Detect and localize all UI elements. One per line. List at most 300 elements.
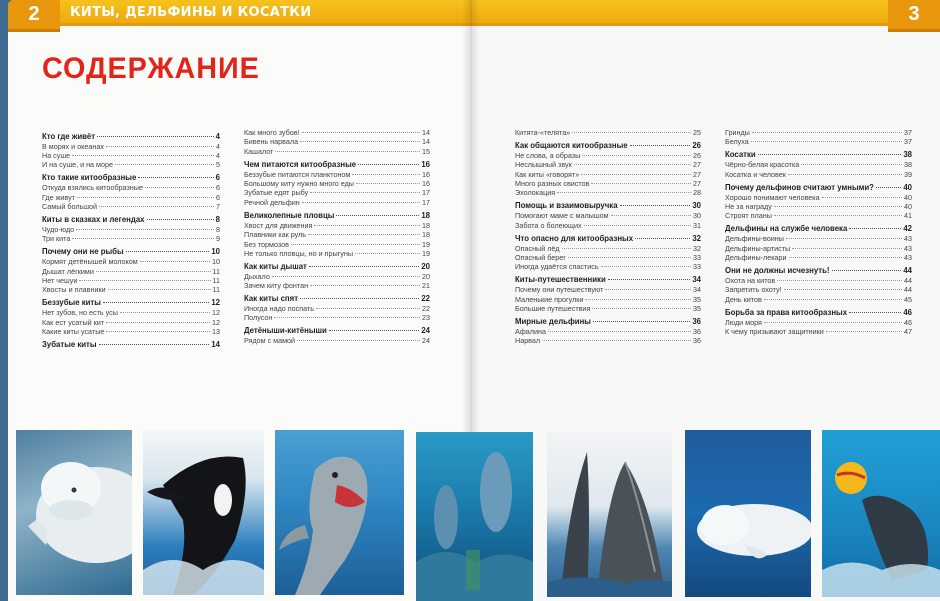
toc-page-number: 15 [422, 146, 430, 156]
toc-page-number: 44 [903, 265, 912, 275]
toc-page-number: 11 [212, 285, 220, 295]
dot-leader [788, 174, 902, 175]
toc-entry-title: Дышат лёгкими [42, 266, 94, 276]
toc-page-number: 38 [904, 160, 912, 170]
dot-leader [96, 271, 211, 272]
toc-subentry [244, 240, 430, 249]
toc-entry-title: Три кита [42, 234, 71, 244]
dot-leader [774, 215, 902, 216]
underwater-dolphins-photo [416, 432, 533, 601]
toc-entry-title: Кто такие китообразные [42, 173, 137, 183]
toc-subentry [515, 295, 701, 304]
dot-leader [568, 257, 691, 258]
dot-leader [630, 145, 691, 146]
toc-chapter [725, 307, 912, 318]
toc-chapter [42, 246, 220, 257]
dot-leader [584, 225, 691, 226]
toc-chapter [244, 210, 430, 221]
toc-page-number: 37 [904, 128, 912, 137]
toc-entry-title: Маленькие прогулки [515, 294, 584, 304]
toc-entry-title: Где живут [42, 192, 75, 202]
toc-subentry [515, 336, 701, 345]
toc-entry-title: Помогают маме с малышом [515, 211, 609, 221]
dot-leader [126, 251, 210, 252]
toc-page-number: 4 [216, 150, 220, 160]
left-page-number: 2 [8, 0, 60, 32]
dot-leader [792, 248, 902, 249]
toc-subentry [42, 225, 220, 234]
toc-subentry [725, 276, 912, 285]
toc-page-number: 44 [904, 275, 912, 285]
toc-chapter [42, 214, 220, 225]
toc-page-number: 22 [422, 304, 430, 314]
toc-page-number: 43 [904, 234, 912, 244]
toc-subentry [515, 211, 701, 220]
toc-entry-title: День китов [725, 294, 762, 304]
toc-page-number: 36 [692, 316, 701, 326]
toc-page-number: 19 [422, 248, 430, 258]
dot-leader [849, 312, 901, 313]
toc-entry-title: Кормят детёнышей молоком [42, 257, 138, 267]
toc-subentry [244, 137, 430, 146]
toc-subentry [515, 244, 701, 253]
toc-entry-title: Нет чешуи [42, 275, 78, 285]
toc-entry-title: Как киты спят [244, 294, 299, 304]
toc-subentry [42, 183, 220, 192]
toc-entry-title: Чем питаются китообразные [244, 159, 357, 169]
toc-page-number: 39 [904, 169, 912, 179]
dot-leader [582, 155, 691, 156]
toc-subentry [515, 179, 701, 188]
toc-entry-title: Строят планы [725, 211, 772, 221]
toc-page-number: 11 [212, 275, 220, 285]
toc-entry-title: Полусон [244, 313, 273, 323]
toc-entry-title: Бивень нарвала [244, 137, 299, 147]
toc-column-4 [725, 128, 912, 336]
toc-entry-title: Мирные дельфины [515, 316, 591, 326]
dot-leader [358, 164, 419, 165]
toc-subentry [515, 151, 701, 160]
toc-subentry [725, 327, 912, 336]
dot-leader [97, 136, 214, 137]
toc-entry-title: Большому киту нужно много еды [244, 179, 354, 189]
toc-subentry [515, 160, 701, 169]
toc-entry-title: Охота на китов [725, 275, 776, 285]
toc-subentry [42, 142, 220, 151]
dot-leader [310, 285, 420, 286]
toc-entry-title: Великолепные пловцы [244, 210, 335, 220]
toc-page-number: 10 [211, 247, 220, 257]
toc-page-number: 46 [903, 307, 912, 317]
toc-entry-title: Чёрно-белая красотка [725, 160, 800, 170]
toc-page-number: 6 [216, 183, 220, 193]
dot-leader [777, 280, 902, 281]
toc-entry-title: Хвост для движения [244, 220, 313, 230]
toc-subentry [42, 202, 220, 211]
dot-leader [801, 164, 902, 165]
toc-page-number: 6 [215, 173, 220, 183]
dot-leader [147, 219, 214, 220]
toc-subentry [725, 193, 912, 202]
toc-chapter [42, 131, 220, 142]
toc-entry-title: Почему они не рыбы [42, 247, 124, 257]
toc-entry-title: Большие путешествия [515, 304, 591, 314]
toc-subentry [515, 128, 701, 137]
toc-page-number: 10 [212, 257, 220, 267]
toc-page-number: 44 [904, 285, 912, 295]
toc-chapter [725, 149, 912, 160]
toc-entry-title: Не только пловцы, но и прыгуны [244, 248, 354, 258]
toc-entry-title: К чему призывают защитники [725, 326, 824, 336]
dot-leader [108, 289, 211, 290]
toc-subentry [244, 221, 430, 230]
dot-leader [635, 238, 690, 239]
dot-leader [849, 228, 901, 229]
toc-chapter [515, 140, 701, 151]
toc-page-number: 9 [216, 234, 220, 244]
toc-page-number: 16 [422, 169, 430, 179]
toc-entry-title: Без тормозов [244, 239, 289, 249]
beluga-photo [16, 430, 132, 595]
toc-entry-title: На суше [42, 150, 71, 160]
toc-entry-title: Дыхало [244, 271, 270, 281]
dot-leader [826, 331, 902, 332]
toc-page-number: 6 [216, 192, 220, 202]
toc-page-number: 13 [212, 326, 220, 336]
toc-entry-title: Не слова, а образы [515, 150, 581, 160]
toc-entry-title: Откуда взялись китообразные [42, 183, 143, 193]
toc-subentry [42, 308, 220, 317]
toc-entry-title: Косатка и человек [725, 169, 786, 179]
orca-photo [143, 430, 264, 595]
toc-page-number: 8 [216, 224, 220, 234]
toc-page-number: 43 [904, 243, 912, 253]
dot-leader [764, 322, 902, 323]
toc-entry-title: Дельфины-воины [725, 234, 784, 244]
dot-leader [274, 317, 420, 318]
toc-entry-title: Иногда надо поспать [244, 304, 315, 314]
toc-page-number: 16 [422, 179, 430, 189]
toc-subentry [244, 179, 430, 188]
toc-entry-title: Зубатые едят рыбу [244, 188, 309, 198]
toc-entry-title: Иногда удаётся спастись [515, 262, 599, 272]
toc-entry-title: Почему они путешествуют [515, 285, 604, 295]
toc-entry-title: Кашалот [244, 146, 274, 156]
dot-leader [572, 132, 691, 133]
toc-entry-title: Кто где живёт [42, 131, 96, 141]
toc-page-number: 26 [692, 140, 701, 150]
dot-leader [272, 276, 420, 277]
toc-subentry [42, 257, 220, 266]
toc-page-number: 26 [693, 150, 701, 160]
toc-entry-title: Дельфины-артисты [725, 243, 791, 253]
toc-subentry [725, 285, 912, 294]
toc-subentry [725, 295, 912, 304]
toc-page-number: 34 [692, 275, 701, 285]
dot-leader [291, 244, 420, 245]
toc-chapter [42, 297, 220, 308]
toc-entry-title: Какие киты усатые [42, 326, 105, 336]
toc-page-number: 14 [211, 339, 220, 349]
toc-heading: СОДЕРЖАНИЕ [42, 52, 260, 85]
toc-chapter [42, 172, 220, 183]
toc-subentry [42, 234, 220, 243]
toc-page-number: 36 [693, 326, 701, 336]
toc-page-number: 20 [421, 261, 430, 271]
dot-leader [562, 248, 691, 249]
dot-leader [592, 308, 691, 309]
toc-page-number: 40 [903, 182, 912, 192]
dot-leader [751, 141, 902, 142]
toc-subentry [244, 272, 430, 281]
toc-page-number: 34 [693, 285, 701, 295]
toc-page-number: 12 [211, 298, 220, 308]
toc-entry-title: Как киты дышат [244, 261, 307, 271]
dot-leader [103, 302, 209, 303]
toc-entry-title: Почему дельфинов считают умными? [725, 182, 874, 192]
toc-page-number: 12 [212, 308, 220, 318]
toc-entry-title: Забота о болеющих [515, 220, 582, 230]
toc-page-number: 32 [693, 243, 701, 253]
toc-entry-title: Они не должны исчезнуть! [725, 265, 830, 275]
dot-leader [302, 202, 420, 203]
dot-leader [138, 177, 213, 178]
toc-chapter [515, 274, 701, 285]
dot-leader [106, 146, 214, 147]
section-title: КИТЫ, ДЕЛЬФИНЫ И КОСАТКИ [70, 5, 312, 20]
dot-leader [832, 270, 902, 271]
toc-page-number: 38 [903, 150, 912, 160]
toc-page-number: 36 [693, 336, 701, 346]
dot-leader [79, 280, 210, 281]
dot-leader [585, 299, 691, 300]
right-header-bar [471, 0, 940, 26]
toc-chapter [244, 325, 430, 336]
toc-entry-title: Детёныши-китёныши [244, 326, 327, 336]
toc-subentry [244, 230, 430, 239]
toc-page-number: 17 [422, 188, 430, 198]
toc-subentry [515, 221, 701, 230]
dot-leader [120, 312, 210, 313]
toc-chapter [515, 233, 701, 244]
toc-chapter [515, 200, 701, 211]
toc-subentry [244, 188, 430, 197]
dot-leader [611, 215, 691, 216]
right-page-number: 3 [888, 0, 940, 32]
toc-page-number: 23 [422, 313, 430, 323]
toc-page-number: 27 [693, 160, 701, 170]
toc-entry-title: Речной дельфин [244, 197, 300, 207]
toc-subentry [515, 170, 701, 179]
dot-leader [542, 340, 691, 341]
toc-entry-title: Косатки [725, 150, 756, 160]
toc-entry-title: Нет зубов, но есть усы [42, 308, 118, 318]
toc-page-number: 18 [422, 220, 430, 230]
toc-column-2 [244, 128, 430, 346]
toc-subentry [725, 170, 912, 179]
dot-leader [356, 183, 420, 184]
toc-page-number: 43 [904, 253, 912, 263]
toc-page-number: 14 [422, 128, 430, 137]
toc-entry-title: Как много зубов! [244, 128, 300, 137]
toc-page-number: 18 [421, 210, 430, 220]
dot-leader [774, 206, 902, 207]
dot-leader [300, 141, 420, 142]
toc-entry-title: Зубатые киты [42, 339, 97, 349]
toc-page-number: 37 [904, 137, 912, 147]
dot-leader [99, 206, 214, 207]
toc-page-number: 22 [421, 294, 430, 304]
dot-leader [601, 266, 691, 267]
dot-leader [72, 238, 214, 239]
toc-subentry [42, 285, 220, 294]
toc-entry-title: Неслышный звук [515, 160, 572, 170]
dot-leader [297, 340, 420, 341]
toc-subentry [244, 170, 430, 179]
dot-leader [275, 151, 420, 152]
toc-entry-title: Рядом с мамой [244, 336, 296, 346]
toc-entry-title: Гринды [725, 128, 750, 137]
toc-page-number: 21 [422, 281, 430, 291]
toc-page-number: 12 [212, 317, 220, 327]
dot-leader [822, 197, 902, 198]
dot-leader [336, 215, 419, 216]
dot-leader [302, 132, 420, 133]
toc-entry-title: Беззубые киты [42, 298, 101, 308]
toc-page-number: 45 [904, 294, 912, 304]
toc-subentry [725, 244, 912, 253]
toc-subentry [42, 327, 220, 336]
toc-chapter [244, 293, 430, 304]
toc-page-number: 32 [692, 233, 701, 243]
toc-page-number: 18 [422, 230, 430, 240]
toc-subentry [725, 318, 912, 327]
photo-strip [0, 428, 940, 601]
toc-subentry [515, 262, 701, 271]
dot-leader [593, 321, 690, 322]
toc-entry-title: Как ест усатый кит [42, 317, 105, 327]
toc-entry-title: Хорошо понимают человека [725, 192, 820, 202]
toc-subentry [244, 198, 430, 207]
toc-subentry [725, 234, 912, 243]
toc-subentry [725, 253, 912, 262]
toc-entry-title: Опасный берег [515, 253, 566, 263]
toc-page-number: 35 [693, 304, 701, 314]
toc-chapter [725, 182, 912, 193]
toc-subentry [244, 147, 430, 156]
toc-page-number: 17 [422, 197, 430, 207]
toc-page-number: 41 [904, 211, 912, 221]
toc-subentry [244, 336, 430, 345]
toc-entry-title: Много разных свистов [515, 179, 590, 189]
toc-page-number: 20 [422, 271, 430, 281]
dot-leader [574, 164, 691, 165]
dot-leader [72, 155, 214, 156]
toc-subentry [515, 304, 701, 313]
toc-entry-title: Борьба за права китообразных [725, 307, 848, 317]
toc-entry-title: Запретить охоту! [725, 285, 782, 295]
toc-subentry [515, 285, 701, 294]
toc-entry-title: Зачем киту фонтан [244, 281, 309, 291]
toc-entry-title: Дельфины-лекари [725, 253, 787, 263]
dot-leader [548, 331, 691, 332]
toc-page-number: 31 [693, 220, 701, 230]
toc-entry-title: Беззубые питаются планктоном [244, 169, 351, 179]
toc-page-number: 7 [216, 201, 220, 211]
toc-entry-title: Белуха [725, 137, 749, 147]
toc-entry-title: Плавники как руль [244, 230, 307, 240]
toc-subentry [42, 267, 220, 276]
toc-subentry [42, 160, 220, 169]
dot-leader [140, 261, 210, 262]
dot-leader [789, 257, 902, 258]
dot-leader [300, 298, 419, 299]
beluga-underwater-photo [685, 430, 811, 597]
dolphin-ball-photo [822, 430, 940, 597]
dot-leader [99, 344, 210, 345]
toc-page-number: 33 [693, 253, 701, 263]
toc-subentry [42, 193, 220, 202]
dot-leader [106, 322, 210, 323]
toc-subentry [515, 253, 701, 262]
dot-leader [876, 187, 901, 188]
toc-page-number: 42 [903, 224, 912, 234]
toc-subentry [515, 327, 701, 336]
toc-entry-title: Чудо-юдо [42, 224, 75, 234]
dot-leader [115, 164, 214, 165]
toc-subentry [725, 202, 912, 211]
toc-entry-title: Китята-«телята» [515, 128, 571, 137]
toc-page-number: 35 [693, 294, 701, 304]
toc-chapter [42, 339, 220, 350]
dot-leader [355, 253, 420, 254]
toc-entry-title: Киты в сказках и легендах [42, 214, 145, 224]
toc-column-3 [515, 128, 701, 346]
toc-entry-title: Помощь и взаимовыручка [515, 201, 618, 211]
dot-leader [557, 192, 691, 193]
dot-leader [308, 234, 420, 235]
toc-entry-title: Афалина [515, 326, 546, 336]
dot-leader [106, 331, 210, 332]
dot-leader [145, 187, 214, 188]
toc-chapter [244, 159, 430, 170]
toc-page-number: 8 [215, 214, 220, 224]
toc-entry-title: Дельфины на службе человека [725, 224, 848, 234]
toc-chapter [725, 223, 912, 234]
dot-leader [581, 174, 691, 175]
toc-entry-title: В морях и океанах [42, 141, 104, 151]
toc-page-number: 24 [421, 326, 430, 336]
toc-entry-title: Как киты «говорят» [515, 169, 580, 179]
toc-subentry [244, 313, 430, 322]
toc-page-number: 14 [422, 137, 430, 147]
toc-subentry [42, 318, 220, 327]
toc-entry-title: Нарвал [515, 336, 541, 346]
toc-subentry [244, 249, 430, 258]
dot-leader [314, 225, 420, 226]
toc-subentry [725, 160, 912, 169]
toc-page-number: 19 [422, 239, 430, 249]
humpback-whales-photo [547, 432, 672, 597]
dolphin-photo [275, 430, 404, 595]
toc-subentry [725, 137, 912, 146]
dot-leader [620, 205, 691, 206]
toc-page-number: 25 [693, 128, 701, 137]
toc-page-number: 24 [422, 336, 430, 346]
toc-page-number: 46 [904, 317, 912, 327]
dot-leader [784, 289, 902, 290]
dot-leader [591, 183, 691, 184]
